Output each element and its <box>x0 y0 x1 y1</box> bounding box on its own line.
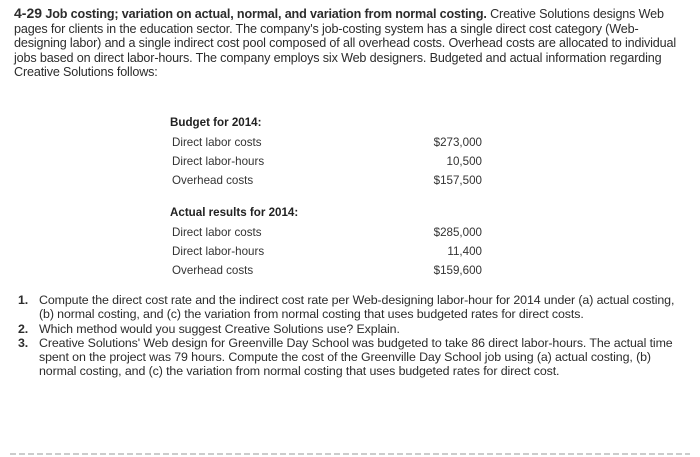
list-item <box>14 293 686 322</box>
list-item <box>14 336 686 379</box>
table-row <box>170 152 482 171</box>
question-list <box>14 293 686 379</box>
table-row <box>170 133 482 152</box>
row-value: 11,400 <box>447 245 482 258</box>
row-value: $157,500 <box>433 174 482 187</box>
question-number: 3. <box>18 335 29 350</box>
actual-heading: Actual results for 2014: <box>170 206 299 219</box>
row-label: Direct labor-hours <box>172 155 265 168</box>
question-number: 1. <box>18 293 29 307</box>
row-value: 10,500 <box>446 155 482 168</box>
row-label: Overhead costs <box>172 264 254 277</box>
row-value: $159,600 <box>433 264 482 277</box>
row-value: $285,000 <box>433 226 482 239</box>
budget-table <box>170 113 482 190</box>
budget-heading: Budget for 2014: <box>170 116 262 129</box>
row-value: $273,000 <box>433 136 482 149</box>
table-row <box>170 242 482 261</box>
row-label: Overhead costs <box>172 174 254 187</box>
problem-title: Job costing; variation on actual, normal, and variation from normal costing. <box>45 7 487 21</box>
problem-number: 4-29 <box>14 5 43 21</box>
table-row <box>170 171 482 190</box>
question-text: Which method would you suggest Creative Solutions use? Explain. <box>39 321 400 336</box>
page-divider <box>10 453 690 455</box>
list-item <box>14 322 686 336</box>
row-label: Direct labor costs <box>172 136 262 149</box>
row-label: Direct labor-hours <box>172 245 265 258</box>
table-row <box>170 223 482 242</box>
table-row <box>170 261 482 280</box>
row-label: Direct labor costs <box>172 226 262 239</box>
problem-description: Creative Solutions designs Web pages for clients in the education sector. The company's job-costing system has a single direct cost category (Web-designing labor) and a single indirect cost pool composed of all overhead costs. Overhead costs are allocated to individual jobs based on direct labor-hours. The company employs six Web designers. Budgeted and actual information regarding Creative Solutions follows: <box>14 7 677 80</box>
actual-table <box>170 203 482 280</box>
question-text: Creative Solutions' Web design for Greenville Day School was budgeted to take 86 direct labor-hours. The actual time spent on the project was 79 hours. Compute the cost of the Greenville Day School job using (a) actual costing, (b) normal costing, and (c) the variation from normal costing that uses budgeted rates for direct cost. <box>39 335 673 379</box>
problem-intro <box>14 6 686 80</box>
question-number: 2. <box>18 321 29 336</box>
question-text: Compute the direct cost rate and the indirect cost rate per Web-designing labor-hour for 2014 under (a) actual costing, (b) normal costing, and (c) the variation from normal costing that uses budgeted rates for direct costs. <box>39 293 675 322</box>
